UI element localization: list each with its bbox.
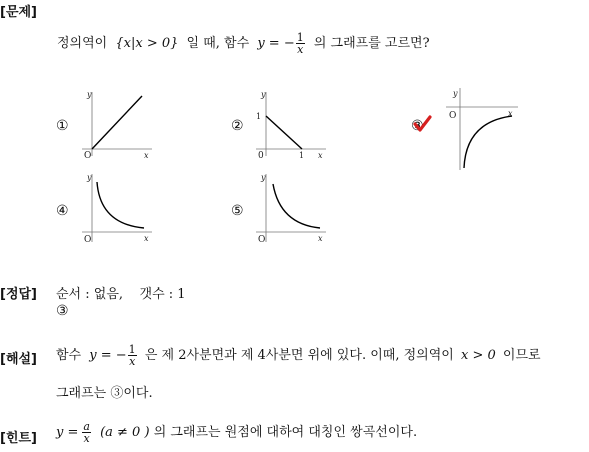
problem-text-post: 의 그래프를 고르면? — [313, 36, 430, 51]
hint-frac-den: x — [83, 432, 90, 445]
graph-2-curve — [266, 116, 302, 149]
graph-4-x-label: x — [144, 234, 149, 243]
problem-text-pre: 정의역이 — [57, 36, 108, 51]
problem-statement — [57, 32, 430, 55]
explanation-fraction — [128, 344, 137, 367]
hint-func-lhs: y = — [56, 425, 79, 440]
explanation-line-2: 그래프는 ③이다. — [56, 386, 153, 401]
graph-2-y-intercept: 1 — [256, 112, 262, 121]
graph-2-x-intercept: 1 — [299, 151, 305, 160]
hint-frac-num: a — [83, 420, 90, 433]
graph-option-5 — [252, 170, 332, 246]
graph-option-2 — [252, 88, 332, 160]
problem-fraction — [296, 32, 305, 55]
graph-5-y-label: y — [261, 173, 266, 182]
graph-2-x-label: x — [318, 151, 323, 160]
answer-line-2: ③ — [56, 303, 69, 319]
graph-2-origin: 0 — [258, 151, 264, 160]
problem-frac-num: 1 — [296, 31, 304, 44]
problem-tag: [문제] — [0, 5, 37, 20]
explanation-tag: [해설] — [0, 352, 37, 367]
graph-option-3 — [442, 86, 522, 172]
graph-2-y-label: y — [261, 90, 266, 99]
hint-tag: [힌트] — [0, 431, 37, 446]
problem-text-mid: 일 때, 함수 — [186, 36, 250, 51]
hint-text-post: 의 그래프는 원점에 대하여 대칭인 쌍곡선이다. — [153, 425, 418, 440]
hint-fraction — [82, 421, 91, 444]
explanation-line-1 — [56, 344, 541, 367]
option-5-marker[interactable]: ⑤ — [231, 203, 244, 219]
answer-tag: [정답] — [0, 287, 37, 302]
graph-3-origin: O — [449, 111, 457, 121]
explanation-text-mid: 은 제 2사분면과 제 4사분면 위에 있다. 이때, 정의역이 — [144, 348, 454, 363]
graph-1-y-label: y — [87, 90, 92, 99]
graph-5-x-label: x — [318, 234, 323, 243]
problem-frac-den: x — [297, 43, 304, 56]
answer-line-1: 순서 : 없음, 갯수 : 1 — [56, 287, 186, 302]
graph-5-curve — [273, 184, 320, 228]
problem-domain: {x|x > 0} — [115, 36, 179, 51]
option-4-marker[interactable]: ④ — [56, 203, 69, 219]
graph-option-4 — [78, 170, 158, 246]
graph-3-curve — [464, 116, 512, 168]
graph-5-origin: O — [258, 235, 266, 245]
graph-4-curve — [97, 182, 144, 228]
explanation-frac-den: x — [129, 355, 136, 368]
graph-4-origin: O — [84, 235, 92, 245]
hint-cond: (a ≠ 0 ) — [100, 425, 150, 440]
explanation-text-post: 이므로 — [502, 348, 541, 363]
explanation-cond: x > 0 — [460, 348, 496, 363]
graph-3-y-label: y — [453, 89, 458, 98]
graph-1-curve — [92, 96, 142, 149]
graph-1-origin: O — [84, 151, 92, 160]
graph-option-1 — [78, 88, 158, 160]
graph-1-x-label: x — [144, 151, 149, 160]
explanation-frac-num: 1 — [128, 343, 136, 356]
option-2-marker[interactable]: ② — [231, 118, 244, 134]
selected-check-icon — [412, 114, 432, 134]
graph-3-x-label: x — [508, 109, 513, 118]
problem-func-lhs: y = − — [257, 36, 295, 51]
explanation-text-pre: 함수 — [56, 348, 82, 363]
option-1-marker[interactable]: ① — [56, 118, 69, 134]
hint-line — [56, 421, 417, 444]
option-3-marker[interactable]: ③ — [411, 118, 424, 134]
explanation-func-lhs: y = − — [89, 348, 127, 363]
graph-4-y-label: y — [87, 173, 92, 182]
